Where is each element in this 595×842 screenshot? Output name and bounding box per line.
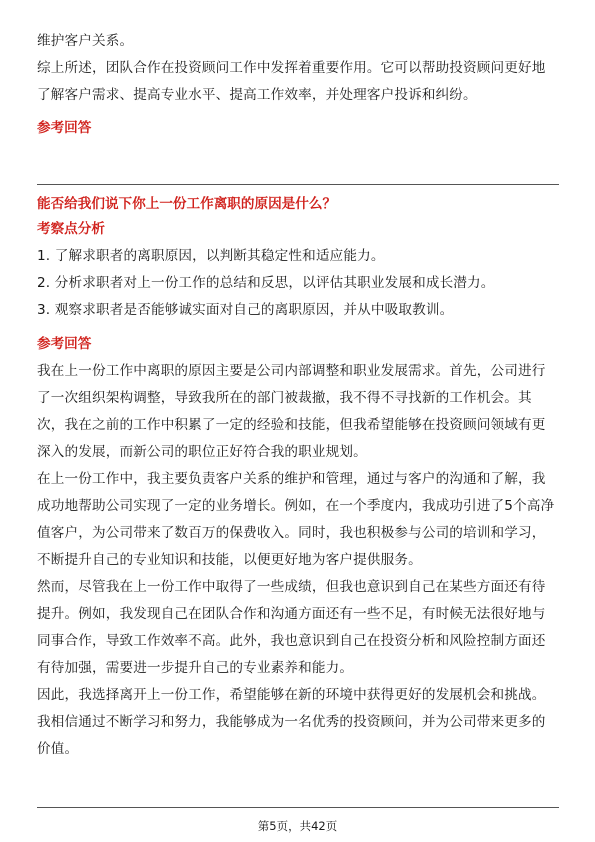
- previous-answer-continuation: [37, 28, 559, 142]
- continuation-line: 维护客户关系。: [37, 33, 134, 49]
- previous-answer-heading: 参考回答: [37, 120, 92, 136]
- question-section: [37, 193, 559, 763]
- answer-paragraph: 因此，我选择离开上一份工作，希望能够在新的环境中获得更好的发展机会和挑战。我相信通过不断学习和努力，我能够成为一名优秀的投资顾问，并为公司带来更多的价值。: [37, 687, 546, 757]
- answer-paragraph: 在上一份工作中，我主要负责客户关系的维护和管理，通过与客户的沟通和了解，我成功地帮助公司实现了一定的业务增长。例如，在一个季度内，我成功引进了5个高净值客户，为公司带来了数百万的保费收入。同时，我也积极参与公司的培训和学习，不断提升自己的专业知识和技能，以便更好地为客户提供服务。: [37, 471, 555, 568]
- page-number: 第5页，共42页: [257, 819, 338, 833]
- analysis-heading: 考察点分析: [37, 221, 105, 237]
- answer-paragraph: 然而，尽管我在上一份工作中取得了一些成绩，但我也意识到自己在某些方面还有待提升。例如，我发现自己在团队合作和沟通方面还有一些不足，有时候无法很好地与同事合作，导致工作效率不高。此外，我也意识到自己在投资分析和风险控制方面还有待加强，需要进一步提升自己的专业素养和能力。: [37, 579, 546, 676]
- answer-paragraph: 我在上一份工作中离职的原因主要是公司内部调整和职业发展需求。首先，公司进行了一次组织架构调整，导致我所在的部门被裁撤，我不得不寻找新的工作机会。其次，我在之前的工作中积累了一定的经验和技能，但我希望能够在投资顾问领域有更深入的发展，而新公司的职位正好符合我的职业规划。: [37, 363, 546, 460]
- answer-heading: 参考回答: [37, 336, 92, 352]
- question-title: 能否给我们说下你上一份工作离职的原因是什么？: [37, 196, 337, 212]
- section-divider-top: [37, 184, 559, 185]
- summary-paragraph: 综上所述，团队合作在投资顾问工作中发挥着重要作用。它可以帮助投资顾问更好地了解客户需求、提高专业水平、提高工作效率，并处理客户投诉和纠纷。: [37, 60, 546, 103]
- analysis-point: 2. 分析求职者对上一份工作的总结和反思，以评估其职业发展和成长潜力。: [37, 275, 495, 291]
- analysis-point: 3. 观察求职者是否能够诚实面对自己的离职原因，并从中吸取教训。: [37, 302, 454, 318]
- analysis-point: 1. 了解求职者的离职原因，以判断其稳定性和适应能力。: [37, 248, 385, 264]
- footer-divider: [37, 807, 559, 808]
- analysis-points-list: [37, 243, 559, 324]
- answer-body: [37, 358, 559, 763]
